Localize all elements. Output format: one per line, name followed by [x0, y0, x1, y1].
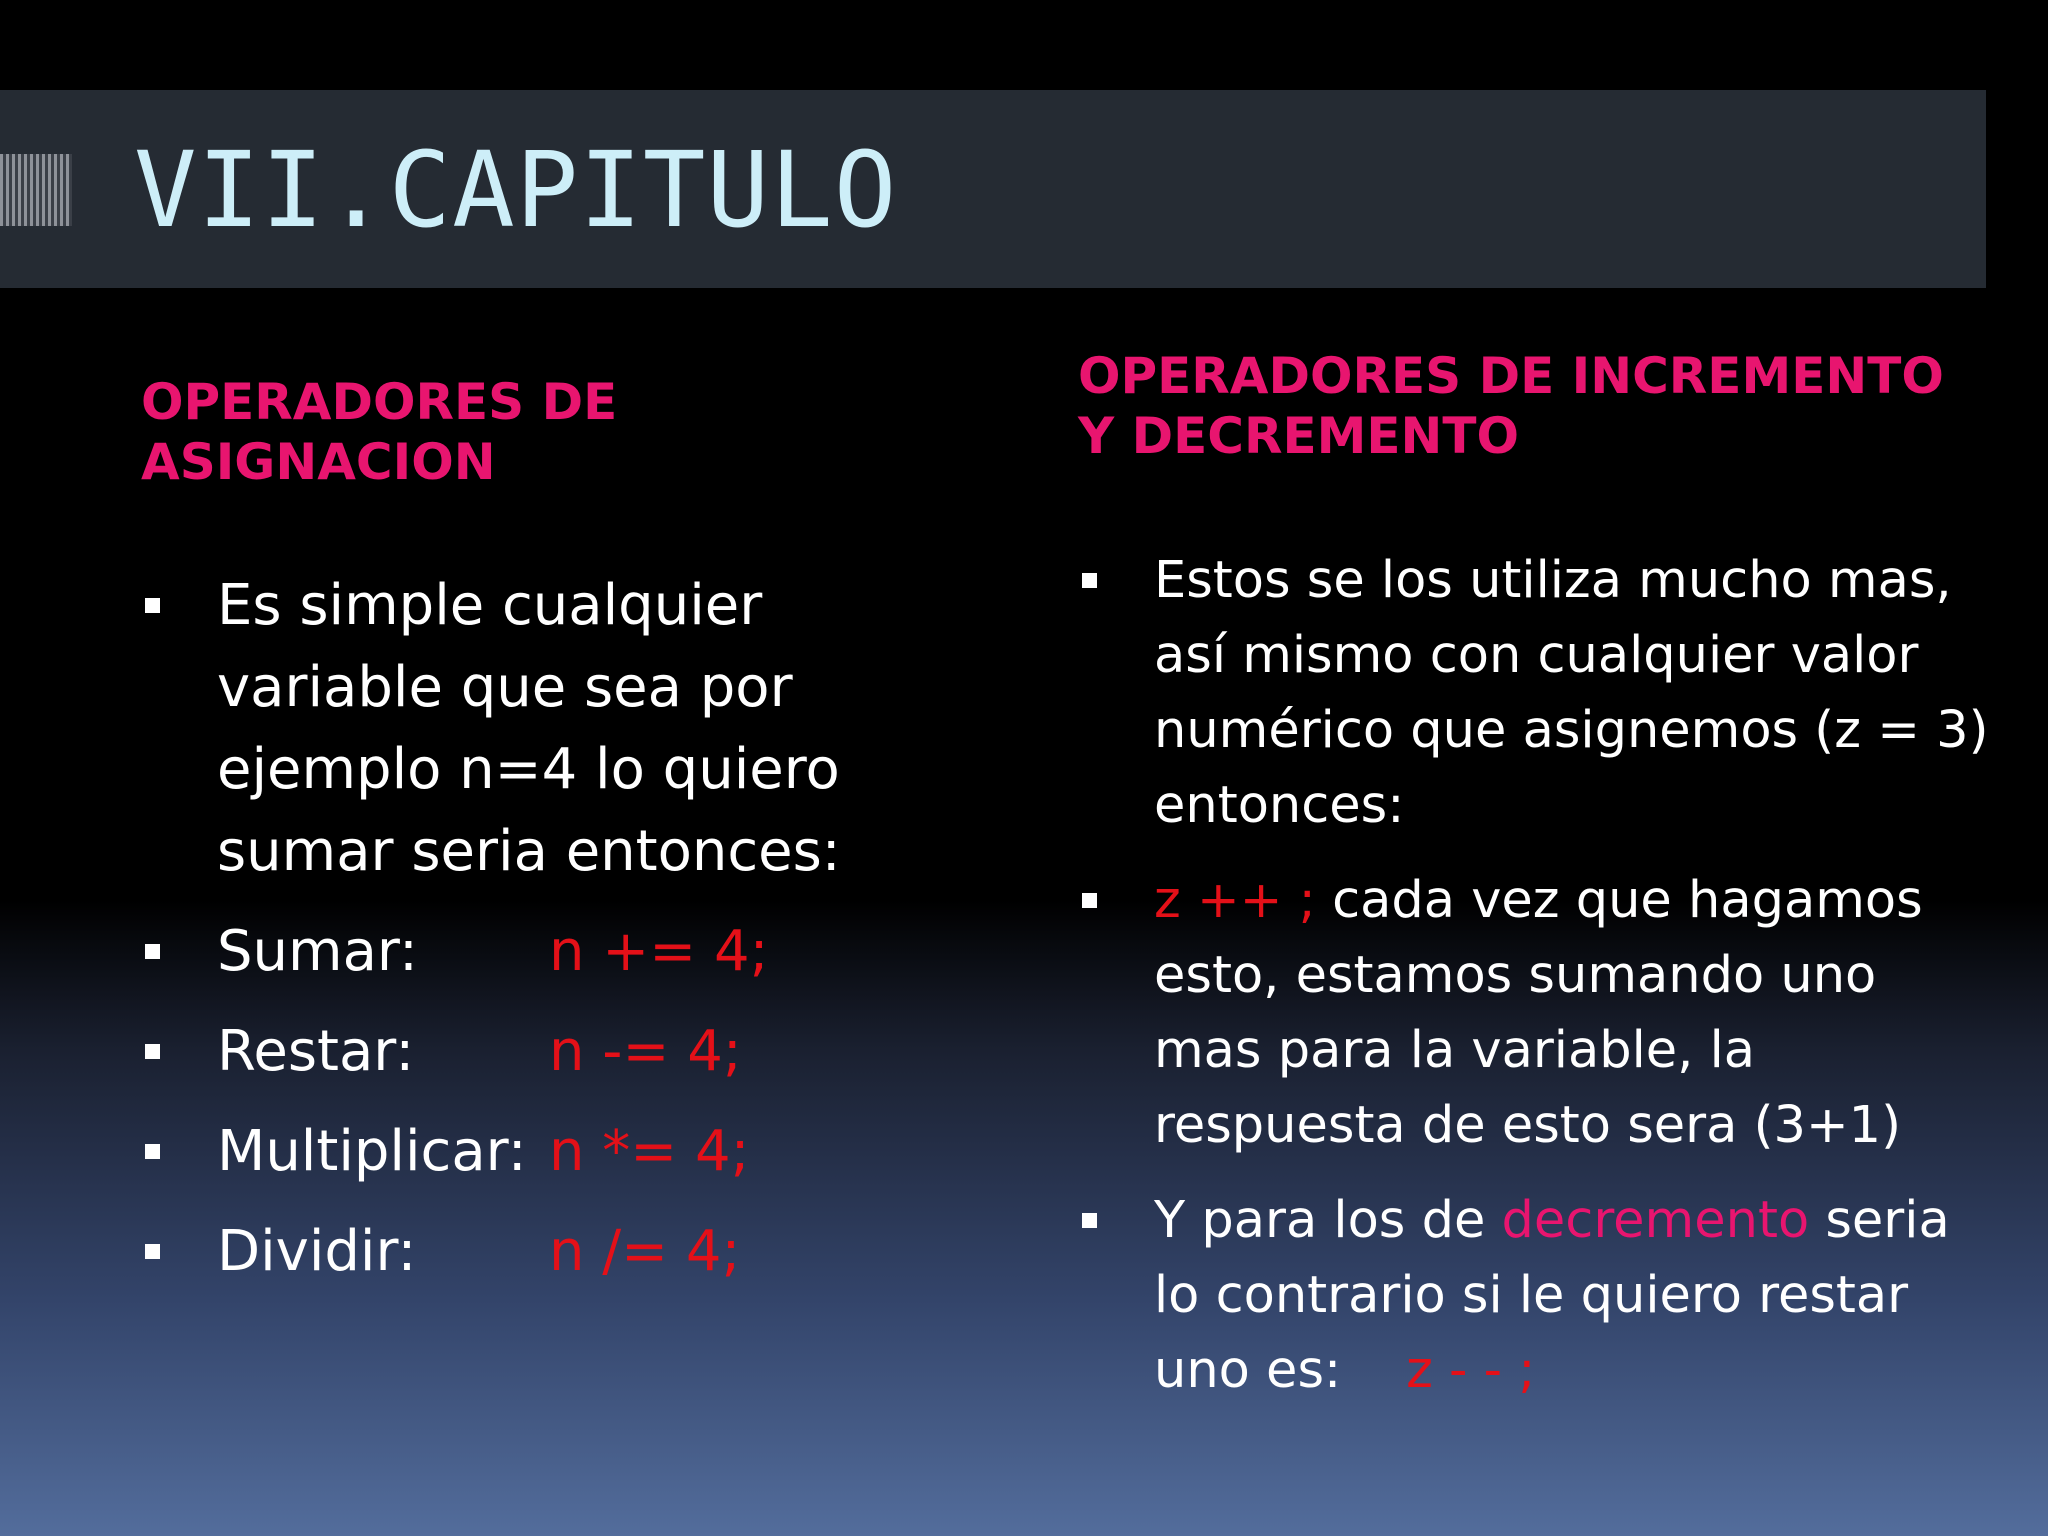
op-code-sumar: n += 4;	[549, 919, 769, 984]
list-item-intro	[141, 565, 941, 893]
heading-incremento-decremento: OPERADORES DE INCREMENTO Y DECREMENTO	[1078, 347, 1944, 465]
intro-text: Es simple cualquier variable que sea por ejemplo n=4 lo quiero sumar seria entonces:	[217, 573, 841, 884]
increment-text: cada vez que hagamos esto, estamos sumando uno mas para la variable, la respuesta de esto sera (3+1)	[1154, 871, 1923, 1155]
list-item-increment	[1078, 863, 1998, 1163]
heading-asignacion: OPERADORES DE ASIGNACION	[141, 373, 618, 491]
title-bar	[0, 90, 1986, 288]
title-stripes-decoration	[0, 154, 72, 226]
op-label-restar: Restar:	[217, 1019, 415, 1084]
increment-code: z ++ ;	[1154, 871, 1316, 930]
op-code-dividir: n /= 4;	[549, 1219, 741, 1284]
square-bullet-icon	[145, 1244, 160, 1259]
list-item-dividir	[141, 1211, 941, 1293]
op-code-restar: n -= 4;	[549, 1019, 742, 1084]
square-bullet-icon	[145, 1044, 160, 1059]
op-label-multiplicar: Multiplicar:	[217, 1119, 527, 1184]
description-text: Estos se los utiliza mucho mas, así mismo con cualquier valor numérico que asignemos (z = 3) entonces:	[1154, 551, 1989, 835]
list-item-multiplicar	[141, 1111, 941, 1193]
list-item-sumar	[141, 911, 941, 993]
incremento-list	[1078, 543, 1998, 1428]
list-item-restar	[141, 1011, 941, 1093]
decrement-code: z - - ;	[1406, 1341, 1536, 1400]
decrement-text-pre: Y para los de	[1154, 1191, 1486, 1250]
square-bullet-icon	[1082, 573, 1097, 588]
list-item-decrement	[1078, 1183, 1998, 1408]
square-bullet-icon	[145, 598, 160, 613]
square-bullet-icon	[145, 1144, 160, 1159]
op-code-multiplicar: n *= 4;	[549, 1119, 750, 1184]
square-bullet-icon	[1082, 893, 1097, 908]
list-item-description	[1078, 543, 1998, 843]
asignacion-list	[141, 565, 941, 1311]
slide-title: VII.CAPITULO	[134, 129, 898, 251]
decrement-text-post: seria lo contrario si le quiero restar uno es:	[1154, 1191, 1950, 1400]
op-label-sumar: Sumar:	[217, 919, 418, 984]
square-bullet-icon	[145, 944, 160, 959]
decrement-highlight: decremento	[1501, 1191, 1810, 1250]
op-label-dividir: Dividir:	[217, 1219, 417, 1284]
square-bullet-icon	[1082, 1213, 1097, 1228]
